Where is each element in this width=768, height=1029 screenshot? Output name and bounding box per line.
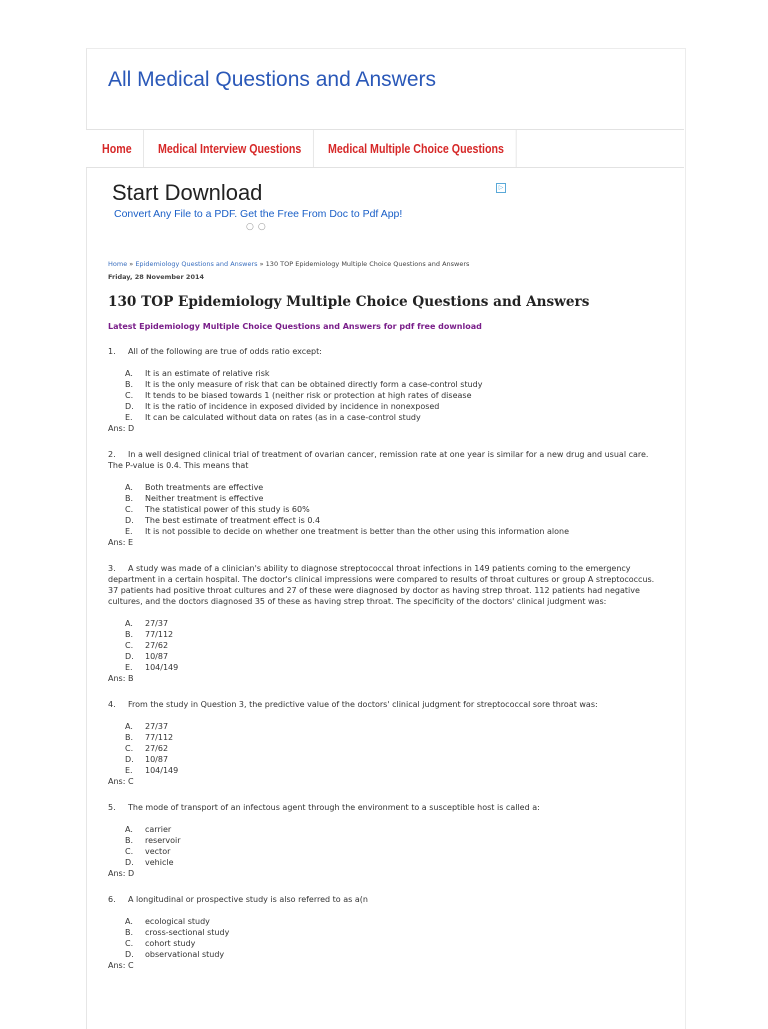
option-item: [125, 916, 656, 927]
option-letter: C.: [125, 847, 134, 856]
option-letter: E.: [125, 663, 133, 672]
question-text: [108, 563, 656, 607]
option-text: The best estimate of treatment effect is 0.4: [145, 516, 321, 525]
option-item: [125, 824, 656, 835]
option-item: [125, 390, 656, 401]
option-letter: D.: [125, 652, 134, 661]
option-item: [125, 504, 656, 515]
option-letter: D.: [125, 950, 134, 959]
option-text: It is the only measure of risk that can be obtained directly form a case-control study: [145, 380, 483, 389]
answer: Ans: C: [108, 961, 134, 970]
question-2: [108, 449, 656, 548]
option-text: 27/62: [145, 744, 169, 753]
breadcrumb-separator: »: [127, 260, 136, 268]
option-text: vector: [145, 847, 171, 856]
option-item: [125, 629, 656, 640]
option-item: [125, 515, 656, 526]
option-text: 27/62: [145, 641, 169, 650]
question-text: [108, 346, 656, 357]
option-item: [125, 412, 656, 423]
breadcrumb-separator: »: [257, 260, 266, 268]
breadcrumb-current: 130 TOP Epidemiology Multiple Choice Questions and Answers: [265, 260, 470, 268]
breadcrumb-section[interactable]: Epidemiology Questions and Answers: [135, 260, 258, 268]
ad-banner[interactable]: [112, 180, 512, 240]
question-text: [108, 699, 656, 710]
answer: Ans: C: [108, 777, 134, 786]
option-letter: C.: [125, 744, 134, 753]
option-item: [125, 368, 656, 379]
option-letter: C.: [125, 939, 134, 948]
option-text: The statistical power of this study is 60%: [145, 505, 310, 514]
nav-medical-interview-questions[interactable]: Medical Interview Questions: [158, 130, 314, 167]
option-text: 104/149: [145, 766, 179, 775]
option-letter: E.: [125, 527, 133, 536]
option-item: [125, 765, 656, 776]
option-letter: A.: [125, 722, 133, 731]
option-text: cohort study: [145, 939, 196, 948]
option-text: 104/149: [145, 663, 179, 672]
main-nav: [86, 129, 684, 168]
question-body: In a well designed clinical trial of treatment of ovarian cancer, remission rate at one year is similar for a new drug and usual care. The P-value is 0.4. This means that: [108, 450, 649, 470]
option-letter: D.: [125, 858, 134, 867]
option-letter: A.: [125, 483, 133, 492]
option-letter: B.: [125, 928, 134, 937]
nav-medical-multiple-choice-questions[interactable]: Medical Multiple Choice Questions: [328, 130, 516, 167]
option-text: cross-sectional study: [145, 928, 230, 937]
ad-title[interactable]: Start Download: [112, 180, 263, 205]
option-letter: A.: [125, 369, 133, 378]
option-text: observational study: [145, 950, 225, 959]
ad-pager-dots[interactable]: ○○: [246, 222, 270, 232]
question-text: [108, 802, 656, 813]
nav-home[interactable]: Home: [102, 130, 144, 167]
question-3: [108, 563, 656, 684]
question-6: [108, 894, 656, 971]
option-text: It is an estimate of relative risk: [145, 369, 270, 378]
question-body: All of the following are true of odds ratio except:: [128, 347, 322, 356]
option-letter: A.: [125, 825, 133, 834]
option-text: vehicle: [145, 858, 174, 867]
option-letter: C.: [125, 641, 134, 650]
option-letter: E.: [125, 766, 133, 775]
option-letter: D.: [125, 402, 134, 411]
option-letter: B.: [125, 630, 134, 639]
breadcrumb: [108, 260, 656, 268]
question-4: [108, 699, 656, 787]
option-text: Neither treatment is effective: [145, 494, 264, 503]
option-letter: E.: [125, 413, 133, 422]
question-text: [108, 449, 656, 471]
option-item: [125, 754, 656, 765]
post-content: [108, 260, 656, 971]
option-item: [125, 493, 656, 504]
option-letter: B.: [125, 836, 134, 845]
option-item: [125, 482, 656, 493]
option-list: [108, 916, 656, 960]
ad-text[interactable]: Convert Any File to a PDF. Get the Free From Doc to Pdf App!: [114, 208, 403, 220]
question-1: [108, 346, 656, 434]
option-list: [108, 482, 656, 537]
option-letter: C.: [125, 391, 134, 400]
option-item: [125, 640, 656, 651]
option-letter: A.: [125, 619, 133, 628]
option-item: [125, 721, 656, 732]
option-text: 27/37: [145, 619, 169, 628]
option-letter: D.: [125, 755, 134, 764]
option-letter: C.: [125, 505, 134, 514]
option-list: [108, 721, 656, 776]
option-item: [125, 857, 656, 868]
option-letter: D.: [125, 516, 134, 525]
option-text: It is not possible to decide on whether one treatment is better than the other using this information alone: [145, 527, 569, 536]
option-text: 77/112: [145, 733, 174, 742]
option-item: [125, 526, 656, 537]
question-body: The mode of transport of an infectous agent through the environment to a susceptible host is called a:: [128, 803, 540, 812]
option-letter: B.: [125, 733, 134, 742]
option-letter: B.: [125, 380, 134, 389]
question-number: 6.: [108, 895, 116, 904]
option-text: carrier: [145, 825, 172, 834]
post-subtitle: Latest Epidemiology Multiple Choice Questions and Answers for pdf free download: [108, 322, 482, 331]
option-list: [108, 618, 656, 673]
option-item: [125, 743, 656, 754]
option-item: [125, 732, 656, 743]
option-text: It can be calculated without data on rates (as in a case-control study: [145, 413, 421, 422]
question-body: From the study in Question 3, the predictive value of the doctors' clinical judgment for streptococcal sore throat was:: [128, 700, 598, 709]
ad-choices-icon[interactable]: ▷: [496, 183, 506, 193]
option-item: [125, 662, 656, 673]
answer: Ans: D: [108, 869, 135, 878]
option-item: [125, 927, 656, 938]
answer: Ans: B: [108, 674, 134, 683]
option-text: It tends to be biased towards 1 (neither risk or protection at high rates of disease: [145, 391, 472, 400]
option-item: [125, 651, 656, 662]
question-5: [108, 802, 656, 879]
option-list: [108, 368, 656, 423]
question-body: A longitudinal or prospective study is also referred to as a(n: [128, 895, 368, 904]
post-date: Friday, 28 November 2014: [108, 273, 205, 281]
option-item: [125, 949, 656, 960]
question-number: 1.: [108, 347, 116, 356]
option-text: Both treatments are effective: [145, 483, 264, 492]
answer: Ans: D: [108, 424, 135, 433]
question-number: 5.: [108, 803, 116, 812]
question-body: A study was made of a clinician's ability to diagnose streptococcal throat infections in 149 patients coming to the emergency department in a certain hospital. The doctor's clinical impressions were compared to results of throat cultures or group A streptococcus. 37 patients had positive throat cultures and 27 of these were diagnosed by doctor as having strep throat. 112 patients had negative cultures, and the doctors diagnosed 35 of these as having strep throat. The specificity of the doctors' clinical judgment was:: [108, 564, 655, 606]
option-text: ecological study: [145, 917, 210, 926]
option-text: 10/87: [145, 755, 169, 764]
site-title[interactable]: All Medical Questions and Answers: [108, 68, 436, 91]
option-item: [125, 835, 656, 846]
option-item: [125, 618, 656, 629]
option-text: It is the ratio of incidence in exposed divided by incidence in nonexposed: [145, 402, 440, 411]
answer: Ans: E: [108, 538, 134, 547]
option-item: [125, 846, 656, 857]
option-letter: A.: [125, 917, 133, 926]
question-text: [108, 894, 656, 905]
question-number: 4.: [108, 700, 116, 709]
option-item: [125, 938, 656, 949]
option-letter: B.: [125, 494, 134, 503]
option-text: 10/87: [145, 652, 169, 661]
question-number: 3.: [108, 564, 116, 573]
option-text: reservoir: [145, 836, 181, 845]
post-title: 130 TOP Epidemiology Multiple Choice Questions and Answers: [108, 294, 590, 310]
option-text: 77/112: [145, 630, 174, 639]
breadcrumb-home[interactable]: Home: [108, 260, 128, 268]
question-list: [108, 346, 656, 971]
option-text: 27/37: [145, 722, 169, 731]
option-list: [108, 824, 656, 868]
option-item: [125, 401, 656, 412]
question-number: 2.: [108, 450, 116, 459]
option-item: [125, 379, 656, 390]
